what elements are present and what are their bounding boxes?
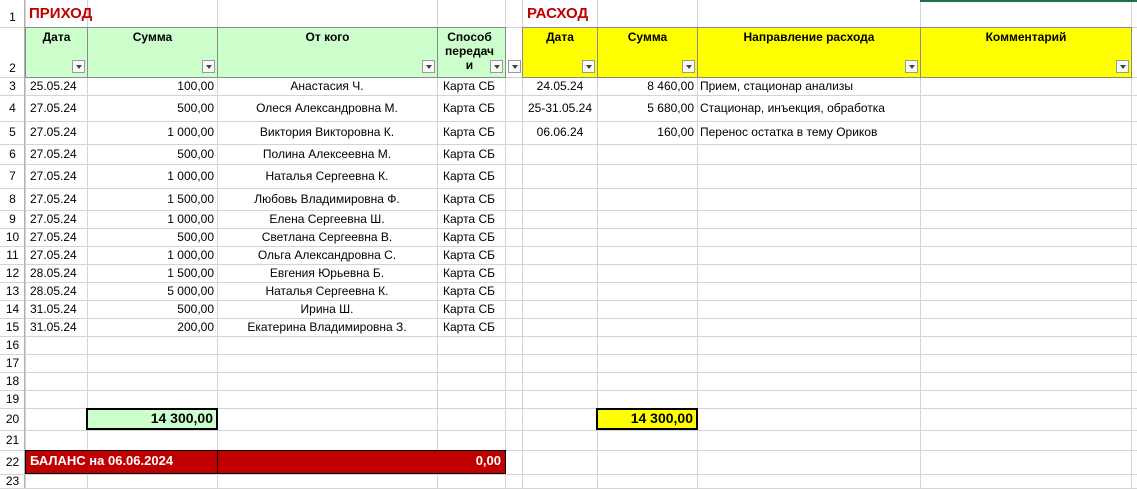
expense-header-direction[interactable]: Направление расхода [697,27,921,78]
row-number[interactable]: 12 [5,266,20,280]
income-from-cell[interactable]: Виктория Викторовна К. [259,125,395,139]
income-method-cell[interactable]: Карта СБ [443,192,495,206]
income-sum-cell[interactable]: 200,00 [177,320,214,334]
row-gridline [0,354,1137,355]
filter-dropdown-icon[interactable] [490,60,503,73]
row-number[interactable]: 5 [9,125,16,139]
filter-dropdown-icon[interactable] [682,60,695,73]
expense-direction-cell[interactable]: Прием, стационар анализы [700,79,853,93]
income-sum-cell[interactable]: 1 000,00 [167,125,214,139]
income-sum-cell[interactable]: 1 000,00 [167,169,214,183]
income-date-cell[interactable]: 31.05.24 [30,320,77,334]
active-cell-indicator [920,0,1137,2]
income-date-cell[interactable]: 28.05.24 [30,266,77,280]
income-sum-cell[interactable]: 1 500,00 [167,266,214,280]
row-gridline [0,474,1137,475]
row-number[interactable]: 7 [9,169,16,183]
expense-comment-cell[interactable] [923,77,1129,95]
expense-sum-cell[interactable]: 160,00 [657,125,694,139]
row-number[interactable]: 1 [9,10,16,24]
filter-dropdown-icon[interactable] [202,60,215,73]
income-date-cell[interactable]: 27.05.24 [30,147,77,161]
income-method-cell[interactable]: Карта СБ [443,79,495,93]
income-method-cell[interactable]: Карта СБ [443,230,495,244]
income-date-cell[interactable]: 27.05.24 [30,248,77,262]
expense-comment-cell[interactable] [923,95,1129,121]
income-from-cell[interactable]: Ирина Ш. [300,302,354,316]
row-number[interactable]: 9 [9,212,16,226]
income-header-from[interactable]: От кого [217,27,438,78]
row-gridline [0,390,1137,391]
income-sum-cell[interactable]: 500,00 [177,101,214,115]
expense-header-date[interactable]: Дата [522,27,598,78]
income-total[interactable]: 14 300,00 [86,408,218,430]
income-date-cell[interactable]: 31.05.24 [30,302,77,316]
income-method-cell[interactable]: Карта СБ [443,284,495,298]
income-sum-cell[interactable]: 1 000,00 [167,212,214,226]
income-header-method[interactable]: Способ передачи [437,27,506,78]
income-date-cell[interactable]: 27.05.24 [30,192,77,206]
income-sum-cell[interactable]: 100,00 [177,79,214,93]
expense-sum-cell[interactable]: 8 460,00 [647,79,694,93]
row-number[interactable]: 16 [5,338,20,352]
income-date-cell[interactable]: 27.05.24 [30,169,77,183]
income-from-cell[interactable]: Любовь Владимировна Ф. [254,192,400,206]
expense-direction-cell[interactable]: Стационар, инъекция, обработка [700,101,885,115]
row-number[interactable]: 23 [5,474,20,488]
income-sum-cell[interactable]: 500,00 [177,147,214,161]
row-gridline [0,430,1137,431]
expense-header-comment[interactable]: Комментарий [920,27,1132,78]
row-number[interactable]: 14 [5,302,20,316]
income-sum-cell[interactable]: 5 000,00 [167,284,214,298]
income-method-cell[interactable]: Карта СБ [443,212,495,226]
expense-title: РАСХОД [527,5,589,22]
row-number[interactable]: 3 [9,79,16,93]
income-method-cell[interactable]: Карта СБ [443,147,495,161]
income-sum-cell[interactable]: 1 500,00 [167,192,214,206]
expense-date-cell[interactable]: 24.05.24 [536,79,584,93]
income-date-cell[interactable]: 27.05.24 [30,125,77,139]
balance-label[interactable]: БАЛАНС на 06.06.2024 [25,450,218,474]
income-method-cell[interactable]: Карта СБ [443,169,495,183]
expense-header-sum[interactable]: Сумма [597,27,698,78]
row-gridline [0,372,1137,373]
income-from-cell[interactable]: Олеся Александровна М. [256,101,398,115]
filter-dropdown-icon[interactable] [508,60,521,73]
income-from-cell[interactable]: Екатерина Владимировна З. [247,320,407,334]
income-from-cell[interactable]: Ольга Александровна С. [257,248,397,262]
balance-value[interactable]: 0,00 [217,450,506,474]
row-number[interactable]: 13 [5,284,20,298]
income-sum-cell[interactable]: 500,00 [177,230,214,244]
income-from-cell[interactable]: Наталья Сергеевна К. [265,169,389,183]
filter-dropdown-icon[interactable] [422,60,435,73]
row-number[interactable]: 2 [9,61,16,75]
row-number[interactable]: 19 [5,392,20,406]
row-number[interactable]: 22 [5,455,20,469]
income-date-cell[interactable]: 27.05.24 [30,230,77,244]
income-title: ПРИХОД [29,5,93,22]
income-sum-cell[interactable]: 1 000,00 [167,248,214,262]
row-number[interactable]: 8 [9,192,16,206]
expense-direction-cell[interactable]: Перенос остатка в тему Ориков [700,125,878,139]
filter-dropdown-icon[interactable] [905,60,918,73]
income-method-cell[interactable]: Карта СБ [443,248,495,262]
income-method-cell[interactable]: Карта СБ [443,101,495,115]
row-gridline [0,336,1137,337]
row-number[interactable]: 21 [5,433,20,447]
income-from-cell[interactable]: Анастасия Ч. [290,79,364,93]
income-header-date[interactable]: Дата [25,27,88,78]
income-date-cell[interactable]: 27.05.24 [30,212,77,226]
income-from-cell[interactable]: Полина Алексеевна М. [262,147,392,161]
row-number[interactable]: 18 [5,374,20,388]
income-date-cell[interactable]: 27.05.24 [30,101,77,115]
income-from-cell[interactable]: Наталья Сергеевна К. [265,284,389,298]
filter-dropdown-icon[interactable] [582,60,595,73]
income-from-cell[interactable]: Евгения Юрьевна Б. [269,266,385,280]
row-number[interactable]: 10 [5,230,20,244]
row-number[interactable]: 4 [9,101,16,115]
row-number[interactable]: 11 [6,248,19,262]
expense-date-cell[interactable]: 06.06.24 [536,125,584,139]
row-number[interactable]: 20 [5,412,20,426]
row-number[interactable]: 15 [5,320,20,334]
filter-dropdown-icon[interactable] [72,60,85,73]
row-number[interactable]: 6 [9,147,16,161]
expense-comment-cell[interactable] [923,121,1129,144]
income-from-cell[interactable]: Светлана Сергеевна В. [261,230,393,244]
income-method-cell[interactable]: Карта СБ [443,266,495,280]
row-number[interactable]: 17 [5,356,20,370]
income-date-cell[interactable]: 25.05.24 [30,79,77,93]
filter-dropdown-icon[interactable] [1116,60,1129,73]
income-method-cell[interactable]: Карта СБ [443,125,495,139]
expense-sum-cell[interactable]: 5 680,00 [647,101,694,115]
income-header-sum[interactable]: Сумма [87,27,218,78]
income-sum-cell[interactable]: 500,00 [177,302,214,316]
income-date-cell[interactable]: 28.05.24 [30,284,77,298]
expense-date-cell[interactable]: 25-31.05.24 [527,101,593,115]
income-method-cell[interactable]: Карта СБ [443,302,495,316]
income-method-cell[interactable]: Карта СБ [443,320,495,334]
expense-total[interactable]: 14 300,00 [596,408,698,430]
income-from-cell[interactable]: Елена Сергеевна Ш. [269,212,385,226]
